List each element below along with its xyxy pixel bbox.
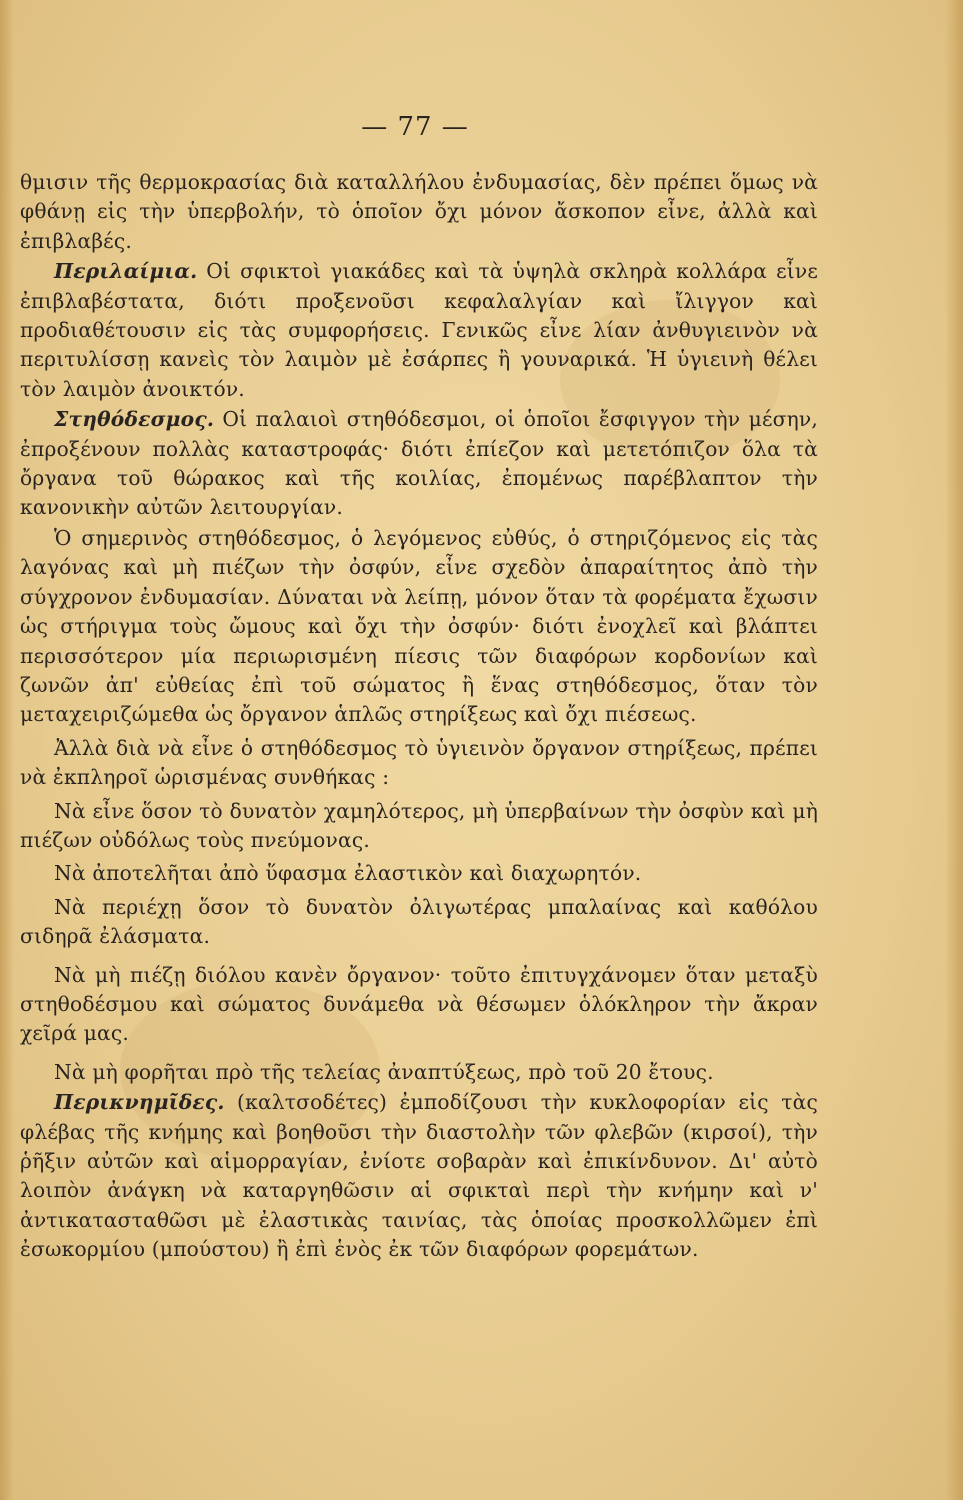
paragraph-text: Νὰ περιέχῃ ὅσον τὸ δυνατὸν ὀλιγωτέρας μπαλαίνας καὶ καθόλου σιδηρᾶ ἐλάσματα. — [20, 894, 818, 949]
page-number: — 77 — — [361, 112, 469, 142]
paragraph-text: Νὰ ἀποτελῆται ἀπὸ ὕφασμα ἐλαστικὸν καὶ διαχωρητόν. — [54, 861, 642, 886]
paragraph-text: (καλτσοδέτες) ἐμποδίζουσι τὴν κυκλοφορίαν εἰς τὰς φλέβας τῆς κνήμης καὶ βοηθοῦσι τὴν διαστολὴν τῶν φλεβῶν (κιρσοί), τὴν ῥῆξιν αὐτῶν καὶ αἱμορραγίαν, ἐνίοτε σοβαρὰν καὶ ἐπικίνδυνον. Δι' αὐτὸ λοιπὸν ἀνάγκη νὰ καταργηθῶσιν αἱ σφικταὶ περὶ τὴν κνήμην καὶ ν' ἀντικατασταθῶσι μὲ ἐλαστικὰς ταινίας, τὰς ὁποίας προσκολλῶμεν ἐπὶ ἐσωκορμίου (μπούστου) ἢ ἐπὶ ἑνὸς ἐκ τῶν διαφόρων φορεμάτων. — [20, 1090, 818, 1262]
condition-item — [20, 859, 818, 888]
condition-item — [20, 893, 818, 952]
paragraph-perilaimia — [20, 257, 818, 404]
paragraph-text: Ἀλλὰ διὰ νὰ εἶνε ὁ στηθόδεσμος τὸ ὑγιεινὸν ὄργανον στηρίξεως, πρέπει νὰ ἐκπληροῖ ὡρισμένας συνθήκας : — [20, 735, 818, 790]
paragraph-text: Νὰ μὴ φορῆται πρὸ τῆς τελείας ἀναπτύξεως, πρὸ τοῦ 20 ἔτους. — [54, 1059, 714, 1084]
section-term: Περιλαίμια. — [54, 259, 198, 284]
condition-item — [20, 797, 818, 856]
page-edge-left — [0, 0, 14, 1500]
paragraph-text: Ὁ σημερινὸς στηθόδεσμος, ὁ λεγόμενος εὐθύς, ὁ στηριζόμενος εἰς τὰς λαγόνας καὶ μὴ πιέζων τὴν ὀσφύν, εἶνε σχεδὸν ἀπαραίτητος ἀπὸ τὴν σύγχρονον ἐνδυμασίαν. Δύναται νὰ λείπῃ, μόνον ὅταν τὰ φορέματα ἔχωσιν ὡς στήριγμα τοὺς ὤμους καὶ ὄχι τὴν ὀσφύν· διότι ἐνοχλεῖ καὶ βλάπτει περισσότερον μία περιωρισμένη πίεσις τῶν διαφόρων κορδονίων καὶ ζωνῶν ἀπ' εὐθείας ἐπὶ τοῦ σώματος ἢ ἕνας στηθόδεσμος, ὅταν τὸν μεταχειριζώμεθα ὡς ὄργανον ἁπλῶς στηρίξεως καὶ ὄχι πιέσεως. — [20, 525, 818, 727]
section-term: Περικνημῖδες. — [54, 1090, 225, 1115]
page-edge-right — [945, 0, 963, 1500]
paragraph-text: Οἱ παλαιοὶ στηθόδεσμοι, οἱ ὁποῖοι ἔσφιγγον τὴν μέσην, ἐπροξένουν πολλὰς καταστροφάς· διότι ἐπίεζον καὶ μετετόπιζον ὅλα τὰ ὄργανα τοῦ θώρακος καὶ τῆς κοιλίας, ἐπομένως παρέβλαπτον τὴν κανονικὴν αὐτῶν λειτουργίαν. — [20, 407, 818, 520]
paragraph-conditions-intro — [20, 734, 818, 793]
paragraph-stithodesmos — [20, 405, 818, 523]
paragraph-modern-corset — [20, 524, 818, 730]
paragraph-perikimides — [20, 1088, 818, 1264]
paragraph-text: Νὰ μὴ πιέζῃ διόλου κανὲν ὄργανον· τοῦτο ἐπιτυγχάνομεν ὅταν μεταξὺ στηθοδέσμου καὶ σώματος δυνάμεθα νὰ θέσωμεν ὁλόκληρον τὴν ἄκραν χεῖρά μας. — [20, 962, 818, 1046]
paragraph-text: Νὰ εἶνε ὅσον τὸ δυνατὸν χαμηλότερος, μὴ ὑπερβαίνων τὴν ὀσφὺν καὶ μὴ πιέζων οὐδόλως τοὺς πνεύμονας. — [20, 798, 818, 852]
paragraph-continuation — [20, 168, 818, 256]
paragraph-text: θμισιν τῆς θερμοκρασίας διὰ καταλλήλου ἐνδυμασίας, δὲν πρέπει ὅμως νὰ φθάνῃ εἰς τὴν ὑπερβολήν, τὸ ὁποῖον ὄχι μόνον ἄσκοπον εἶνε, ἀλλὰ καὶ ἐπιβλαβές. — [20, 170, 818, 253]
paragraph-text: Οἱ σφικτοὶ γιακάδες καὶ τὰ ὑψηλὰ σκληρὰ κολλάρα εἶνε ἐπιβλαβέστατα, διότι προξενοῦσι κεφαλαλγίαν καὶ ἴλιγγον καὶ προδιαθέτουσιν εἰς τὰς συμφορήσεις. Γενικῶς εἶνε λίαν ἀνθυγιεινὸν νὰ περιτυλίσσῃ κανεὶς τὸν λαιμὸν μὲ ἐσάρπες ἢ γουναρικά. Ἡ ὑγιεινὴ θέλει τὸν λαιμὸν ἀνοικτόν. — [20, 259, 818, 401]
body-text — [20, 168, 818, 1266]
section-term: Στηθόδεσμος. — [54, 407, 215, 432]
condition-item — [20, 1058, 818, 1087]
condition-item — [20, 961, 818, 1049]
